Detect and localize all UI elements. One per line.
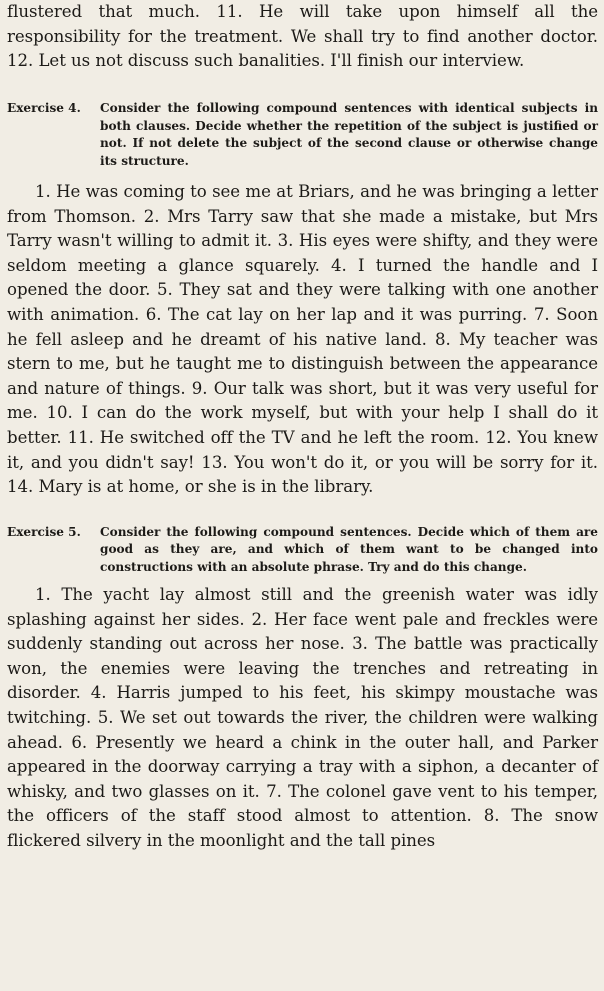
exercise-5-label: Exercise 5. [7,524,81,539]
continued-paragraph: flustered that much. 11. He will take upon himself all the responsibility for the treatment. We shall try to find another doctor. 12. Let us not discuss such banalities. I'll finish our interview. [7,2,598,71]
exercise-4-heading [7,100,598,171]
exercise-4-instruction: Consider the following compound sentences with identical subjects in both clauses. Decide whether the repetition of the subject is justified or not. If not delete the subject of the second clause or otherwise change its structure. [100,100,598,169]
exercise-4-sentences: 1. He was coming to see me at Briars, and he was bringing a letter from Thomson. 2. Mrs Tarry saw that she made a mistake, but Mrs Tarry wasn't willing to admit it. 3. His eyes were shifty, and they were seldom meeting a glance squarely. 4. I turned the handle and I opened the door. 5. They sat and they were talking with one another with animation. 6. The cat lay on her lap and it was purring. 7. Soon he fell asleep and he dreamt of his native land. 8. My teacher was stern to me, but he taught me to distinguish between the appearance and nature of things. 9. Our talk was short, but it was very useful for me. 10. I can do the work myself, but with your help I shall do it better. 11. He switched off the TV and he left the room. 12. You knew it, and you didn't say! 13. You won't do it, or you will be sorry for it. 14. Mary is at home, or she is in the library. [7,181,598,497]
exercise-5-sentences: 1. The yacht lay almost still and the greenish water was idly splashing against her sides. 2. Her face went pale and freckles were suddenly standing out across her nose. 3. The battle was practically won, the enemies were leaving the trenches and retreating in disorder. 4. Harris jumped to his feet, his skimpy moustache was twitching. 5. We set out towards the river, the children were walking ahead. 6. Presently we heard a chink in the outer hall, and Parker appeared in the doorway carrying a tray with a siphon, a decanter of whisky, and two glasses on it. 7. The colonel gave vent to his temper, the officers of the staff stood almost to attention. 8. The snow flickered silvery in the moonlight and the tall pines [7,585,598,851]
exercise-5-instruction: Consider the following compound sentences. Decide which of them are good as they are, and which of them want to be changed into constructions with an absolute phrase. Try and do this change. [100,524,598,575]
exercise-4-label: Exercise 4. [7,100,81,115]
exercise-5-heading [7,524,598,577]
